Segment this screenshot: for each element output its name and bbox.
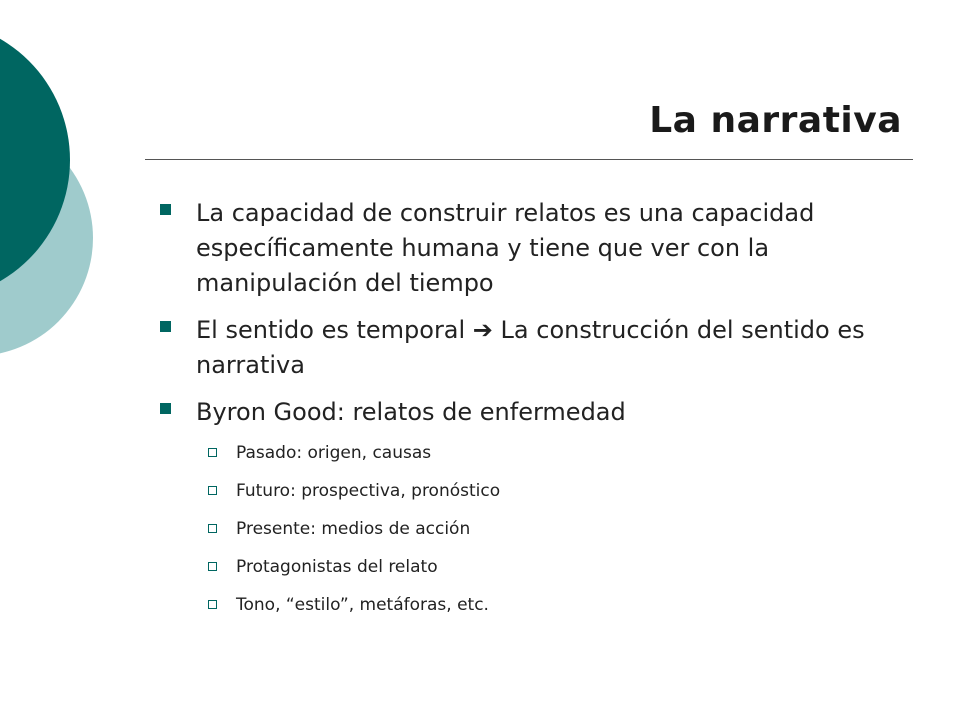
hollow-square-bullet-icon — [208, 524, 217, 533]
bullet-text: Byron Good: relatos de enfermedad — [196, 398, 626, 426]
square-bullet-icon — [160, 403, 171, 414]
sub-bullet-list — [158, 442, 918, 616]
hollow-square-bullet-icon — [208, 600, 217, 609]
bullet-item — [158, 313, 918, 383]
sub-bullet-text: Protagonistas del relato — [236, 557, 438, 577]
sub-bullet-item — [158, 594, 918, 616]
hollow-square-bullet-icon — [208, 448, 217, 457]
sub-bullet-item — [158, 556, 918, 578]
sub-bullet-text: Pasado: origen, causas — [236, 443, 432, 463]
hollow-square-bullet-icon — [208, 562, 217, 571]
sub-bullet-text: Tono, “estilo”, metáforas, etc. — [236, 595, 489, 615]
sub-bullet-item — [158, 442, 918, 464]
bullet-list — [158, 196, 918, 632]
sub-bullet-text: Futuro: prospectiva, pronóstico — [236, 481, 501, 501]
bullet-item — [158, 395, 918, 430]
square-bullet-icon — [160, 321, 171, 332]
sub-bullet-text: Presente: medios de acción — [236, 519, 471, 539]
hollow-square-bullet-icon — [208, 486, 217, 495]
slide-title: La narrativa — [649, 100, 902, 141]
sub-bullet-item — [158, 480, 918, 502]
decorative-circles — [0, 0, 110, 400]
sub-bullet-item — [158, 518, 918, 540]
bullet-text: El sentido es temporal ➔ La construcción del sentido es narrativa — [196, 316, 865, 379]
title-divider — [145, 159, 913, 160]
bullet-text: La capacidad de construir relatos es una capacidad específicamente humana y tiene que ver con la manipulación del tiempo — [196, 199, 815, 297]
square-bullet-icon — [160, 204, 171, 215]
bullet-item — [158, 196, 918, 301]
